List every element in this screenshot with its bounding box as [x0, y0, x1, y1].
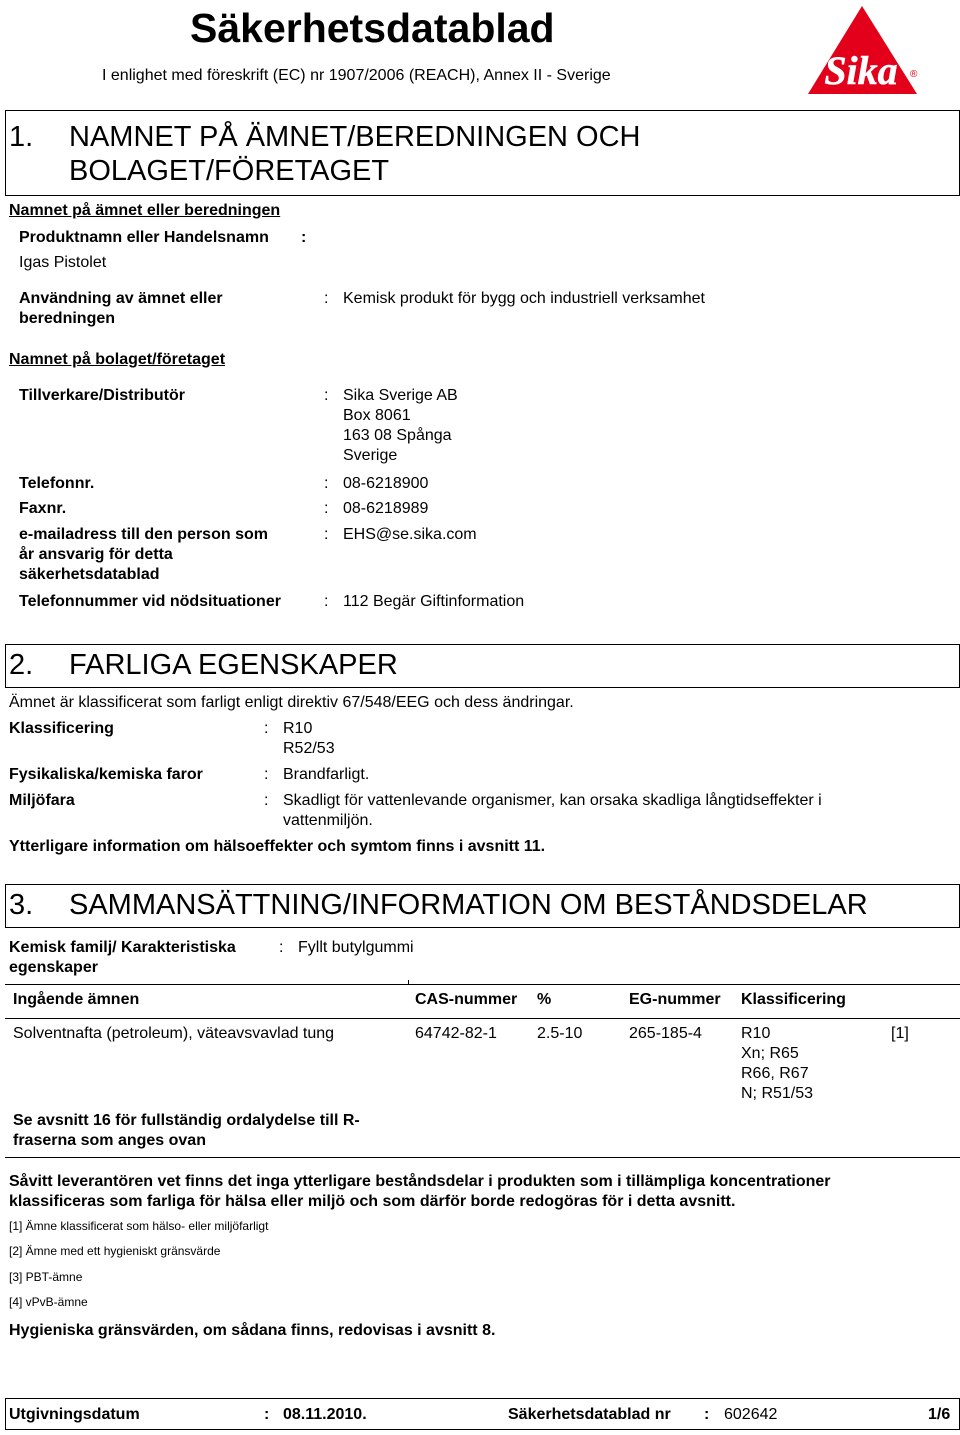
section-2-title: FARLIGA EGENSKAPER: [69, 649, 398, 681]
table-divider: [408, 980, 409, 985]
product-name-label: Produktnamn eller Handelsnamn: [19, 229, 269, 246]
section-3-title: SAMMANSÄTTNING/INFORMATION OM BESTÅNDSDELAR: [69, 889, 868, 921]
table-row-name: Solventnafta (petroleum), väteavsvavlad tung: [13, 1025, 335, 1042]
table-row-classification: R10 Xn; R65 R66, R67 N; R51/53: [741, 1025, 814, 1102]
column-header-ingredient: Ingående ämnen: [13, 991, 140, 1008]
note-3: [3] PBT-ämne: [9, 1270, 83, 1284]
section-1-title: NAMNET PÅ ÄMNET/BEREDNINGEN OCH BOLAGET/FÖRETAGET: [69, 121, 641, 187]
fax-colon: :: [324, 500, 329, 517]
footer-bar: [5, 1398, 960, 1430]
subheading-company: Namnet på bolaget/företaget: [9, 351, 226, 368]
emergency-colon: :: [324, 593, 329, 610]
environmental-hazard-label: Miljöfara: [9, 792, 75, 809]
email-value: EHS@se.sika.com: [343, 526, 477, 543]
table-bottom-rule: [5, 1157, 960, 1158]
emergency-value: 112 Begär Giftinformation: [343, 593, 525, 610]
health-info-note: Ytterligare information om hälsoeffekter och symtom finns i avsnitt 11.: [9, 838, 546, 855]
classification-colon: :: [264, 720, 269, 737]
classification-label: Klassificering: [9, 720, 114, 737]
issue-date-colon: :: [264, 1406, 270, 1423]
fax-label: Faxnr.: [19, 500, 67, 517]
physical-hazards-value: Brandfarligt.: [283, 766, 370, 783]
use-value: Kemisk produkt för bygg och industriell verksamhet: [343, 290, 705, 307]
note-1: [1] Ämne klassificerat som hälso- eller miljöfarligt: [9, 1219, 269, 1233]
table-row-eg: 265-185-4: [629, 1025, 702, 1042]
classification-value: R10 R52/53: [283, 720, 335, 757]
manufacturer-colon: :: [324, 387, 329, 404]
supplier-statement: Såvitt leverantören vet finns det inga ytterligare beståndsdelar i produkten som i tillämpliga koncentrationer klassificeras som farliga för hälsa eller miljö och som därför borde redogöras för i detta avsnitt.: [9, 1173, 831, 1210]
classification-intro: Ämnet är klassificerat som farligt enligt direktiv 67/548/EEG och dess ändringar.: [9, 694, 574, 711]
sika-logo-graphic: [806, 4, 922, 96]
document-title: Säkerhetsdatablad: [190, 5, 555, 51]
section-3-number: 3.: [9, 889, 34, 921]
table-footnote: Se avsnitt 16 för fullständig ordalydelse till R- fraserna som anges ovan: [13, 1112, 360, 1149]
column-header-percent: %: [537, 991, 552, 1008]
environmental-hazard-colon: :: [264, 792, 269, 809]
phone-label: Telefonnr.: [19, 475, 95, 492]
fax-value: 08-6218989: [343, 500, 429, 517]
phone-colon: :: [324, 475, 329, 492]
environmental-hazard-value: Skadligt för vattenlevande organismer, kan orsaka skadliga långtidseffekter i vattenmiljön.: [283, 792, 822, 829]
sds-number-value: 602642: [724, 1406, 778, 1423]
column-header-eg: EG-nummer: [629, 991, 721, 1008]
physical-hazards-colon: :: [264, 766, 269, 783]
email-colon: :: [324, 526, 329, 543]
chemical-family-value: Fyllt butylgummi: [298, 939, 414, 956]
use-label: Användning av ämnet eller beredningen: [19, 290, 223, 327]
section-1-number: 1.: [9, 121, 34, 153]
document-subtitle: I enlighet med föreskrift (EC) nr 1907/2006 (REACH), Annex II - Sverige: [102, 67, 611, 84]
hygiene-note: Hygieniska gränsvärden, om sådana finns, redovisas i avsnitt 8.: [9, 1322, 496, 1339]
email-label: e-mailadress till den person som år ansvarig för detta säkerhetsdatablad: [19, 526, 268, 583]
chemical-family-colon: :: [279, 939, 284, 956]
physical-hazards-label: Fysikaliska/kemiska faror: [9, 766, 203, 783]
sika-logo: [806, 4, 922, 96]
emergency-label: Telefonnummer vid nödsituationer: [19, 593, 281, 610]
phone-value: 08-6218900: [343, 475, 429, 492]
table-row-percent: 2.5-10: [537, 1025, 583, 1042]
ingredients-table: [5, 980, 960, 1158]
table-header-rule: [5, 1018, 960, 1019]
column-header-classification: Klassificering: [741, 991, 846, 1008]
table-row-cas: 64742-82-1: [415, 1025, 497, 1042]
sds-number-label: Säkerhetsdatablad nr: [508, 1406, 671, 1423]
logo-text: Sika: [824, 48, 898, 93]
page-number: 1/6: [928, 1406, 951, 1423]
table-row-note: [1]: [891, 1025, 909, 1042]
product-name-colon: :: [301, 229, 307, 246]
sds-number-colon: :: [704, 1406, 710, 1423]
section-2-number: 2.: [9, 649, 34, 681]
note-4: [4] vPvB-ämne: [9, 1295, 88, 1309]
registered-mark: ®: [910, 69, 918, 80]
table-top-rule: [5, 984, 960, 985]
use-colon: :: [324, 290, 329, 307]
note-2: [2] Ämne med ett hygieniskt gränsvärde: [9, 1244, 221, 1258]
column-header-cas: CAS-nummer: [415, 991, 518, 1008]
manufacturer-label: Tillverkare/Distributör: [19, 387, 185, 404]
manufacturer-value: Sika Sverige AB Box 8061 163 08 Spånga Sverige: [343, 387, 458, 464]
issue-date-value: 08.11.2010.: [283, 1406, 367, 1423]
product-name-value: Igas Pistolet: [19, 254, 107, 271]
issue-date-label: Utgivningsdatum: [9, 1406, 140, 1423]
chemical-family-label: Kemisk familj/ Karakteristiska egenskaper: [9, 939, 236, 976]
subheading-substance: Namnet på ämnet eller beredningen: [9, 202, 281, 219]
